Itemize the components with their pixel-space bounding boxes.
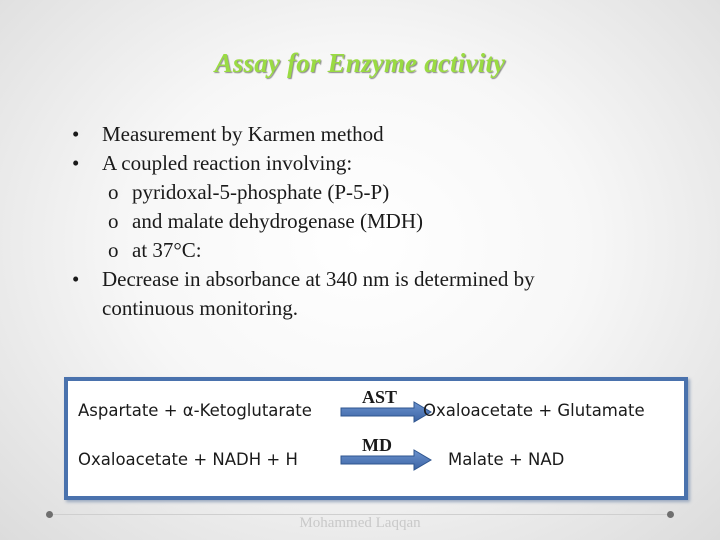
sub-item-text: at 37°C: — [132, 238, 202, 262]
bullet-text: Measurement by Karmen method — [102, 122, 384, 146]
sub-item-text: and malate dehydrogenase (MDH) — [132, 209, 423, 233]
reaction-box — [64, 377, 688, 500]
reaction2-substrates: Oxaloacetate + NADH + H — [78, 450, 298, 469]
bullet-text: continuous monitoring. — [102, 296, 298, 320]
reaction2-products: Malate + NAD — [448, 450, 565, 469]
reaction1-substrates: Aspartate + α-Ketoglutarate — [78, 401, 312, 420]
bullet-continuation — [70, 294, 690, 323]
bullet-text: Decrease in absorbance at 340 nm is determined by — [102, 267, 535, 291]
bullet-dot: • — [72, 122, 80, 146]
bullet-dot: • — [72, 267, 80, 291]
reaction1-products: Oxaloacetate + Glutamate — [423, 401, 645, 420]
bullet-list — [70, 120, 690, 323]
sub-item — [70, 207, 690, 236]
bullet-item — [70, 265, 690, 294]
slide-title: Assay for Enzyme activity — [214, 48, 506, 78]
sub-item — [70, 178, 690, 207]
bullet-item — [70, 120, 690, 149]
footer-author: Mohammed Laqqan — [299, 515, 421, 531]
sub-bullet-marker: o — [108, 209, 119, 233]
bullet-item — [70, 149, 690, 178]
reaction2-enzyme: MD — [362, 435, 392, 455]
bullet-dot: • — [72, 151, 80, 175]
sub-item-text: pyridoxal-5-phosphate (P-5-P) — [132, 180, 390, 204]
reaction2-arrow-icon — [340, 449, 432, 471]
sub-item — [70, 236, 690, 265]
reaction1-enzyme: AST — [362, 387, 398, 407]
reaction1-arrow-icon — [340, 401, 432, 423]
sub-bullet-marker: o — [108, 180, 119, 204]
bullet-text: A coupled reaction involving: — [102, 151, 353, 175]
sub-bullet-marker: o — [108, 238, 119, 262]
